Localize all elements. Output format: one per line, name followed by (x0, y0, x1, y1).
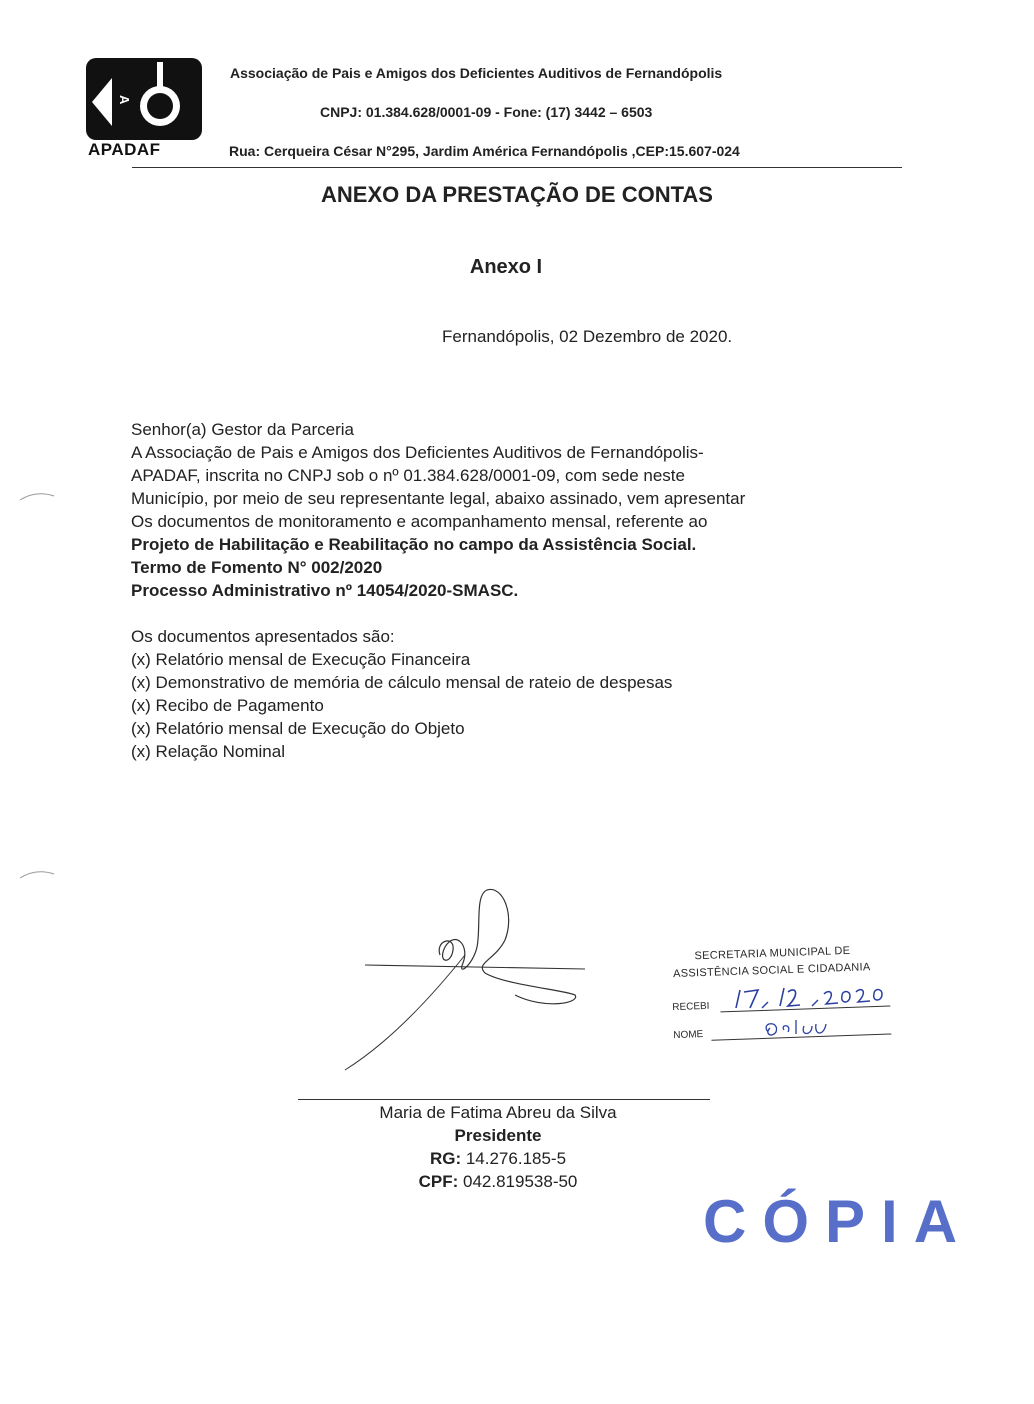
cpf-label: CPF: (418, 1172, 459, 1191)
copy-stamp (703, 1188, 974, 1255)
process-number: Processo Administrativo nº 14054/2020-SMASC. (131, 581, 519, 600)
term-number: Termo de Fomento N° 002/2020 (131, 558, 383, 577)
body-line: Os documentos de monitoramento e acompanhamento mensal, referente ao (131, 512, 708, 531)
documents-intro: Os documentos apresentados são: (131, 627, 395, 646)
logo-name: APADAF (88, 140, 161, 159)
body-line: A Associação de Pais e Amigos dos Deficientes Auditivos de Fernandópolis- (131, 443, 704, 462)
date-line: Fernandópolis, 02 Dezembro de 2020. (442, 327, 733, 346)
stamp-handwriting (700, 980, 920, 1050)
document-title: ANEXO DA PRESTAÇÃO DE CONTAS (321, 182, 713, 207)
list-item: (x) Relatório mensal de Execução do Objeto (131, 719, 465, 738)
annex-title: Anexo I (469, 256, 543, 278)
svg-text:A: A (117, 95, 132, 105)
organization-name: Associação de Pais e Amigos dos Deficientes Auditivos de Fernandópolis (230, 65, 723, 81)
rg-label: RG: (429, 1149, 462, 1168)
body-line: Senhor(a) Gestor da Parceria (131, 420, 354, 439)
signer-name: Maria de Fatima Abreu da Silva (379, 1103, 617, 1122)
project-name: Projeto de Habilitação e Reabilitação no campo da Assistência Social. (131, 535, 697, 554)
cnpj-phone: CNPJ: 01.384.628/0001-09 - Fone: (17) 3442 – 6503 (320, 104, 653, 120)
address: Rua: Cerqueira César N°295, Jardim América Fernandópolis ,CEP:15.607-024 (229, 143, 740, 159)
documents-list (131, 625, 871, 763)
header-divider (132, 167, 902, 168)
stamp-name-label: NOME (673, 1029, 704, 1042)
body-line: Município, por meio de seu representante legal, abaixo assinado, vem apresentar (131, 489, 746, 508)
margin-mark (18, 866, 58, 880)
margin-mark (18, 488, 58, 502)
stamp-line-2: ASSISTÊNCIA SOCIAL E CIDADANIA (672, 961, 871, 981)
list-item: (x) Relação Nominal (131, 742, 285, 761)
signer-role: Presidente (454, 1126, 542, 1145)
list-item: (x) Relatório mensal de Execução Financeira (131, 650, 471, 669)
body-line: APADAF, inscrita no CNPJ sob o nº 01.384.628/0001-09, com sede neste (131, 466, 685, 485)
body-paragraph (131, 418, 871, 602)
rg-value: 14.276.185-5 (465, 1149, 567, 1168)
signer-cpf (298, 1172, 698, 1192)
stamp-received-label: RECEBI (672, 1000, 710, 1014)
stamp-line-1: SECRETARIA MUNICIPAL DE (694, 944, 851, 963)
signer-rg (298, 1149, 698, 1169)
list-item: (x) Recibo de Pagamento (131, 696, 324, 715)
cpf-value: 042.819538-50 (463, 1172, 578, 1191)
list-item: (x) Demonstrativo de memória de cálculo mensal de rateio de despesas (131, 673, 673, 692)
signature-line (298, 1099, 710, 1100)
copy-stamp-text: CÓPIA (703, 1188, 974, 1255)
handwritten-signature (345, 885, 595, 1080)
